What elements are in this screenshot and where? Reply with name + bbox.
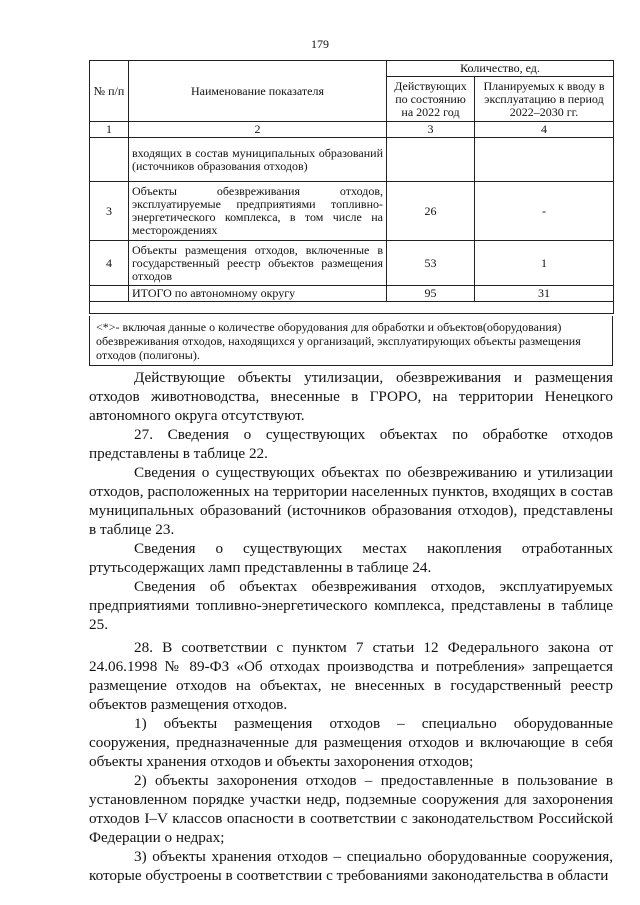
page-number: 179 (311, 37, 329, 51)
total-planned: 31 (475, 286, 614, 302)
header-quantity: Количество, ед. (387, 61, 614, 77)
row-active (387, 138, 475, 182)
row-planned: - (475, 182, 614, 241)
header-num: № п/п (90, 61, 129, 122)
row-planned (475, 138, 614, 182)
total-row (90, 286, 614, 302)
paragraph: Действующие объекты утилизации, обезвреживания и размещения отходов животноводства, внесенные в ГРОРО, на территории Ненецкого автономного округа отсутствуют. (89, 369, 613, 424)
index-cell: 3 (387, 122, 475, 138)
body-text (89, 368, 613, 885)
row-active: 53 (387, 241, 475, 286)
index-cell: 2 (129, 122, 387, 138)
table-row (90, 241, 614, 286)
row-planned: 1 (475, 241, 614, 286)
table-footnote: <*>- включая данные о количестве оборудования для обработки и объектов(оборудования) обезвреживания отходов, находящихся у организаций, эксплуатирующих объекты размещения отходов (полигоны). (89, 316, 613, 366)
row-num: 3 (90, 182, 129, 241)
row-name: входящих в состав муниципальных образований (источников образования отходов) (129, 138, 387, 182)
row-num: 4 (90, 241, 129, 286)
paragraph: 3) объекты хранения отходов – специально оборудованные сооружения, которые обустроены в соответствии с требованиями законодательства в области (89, 848, 613, 884)
total-active: 95 (387, 286, 475, 302)
row-num (90, 138, 129, 182)
row-name: Объекты обезвреживания отходов, эксплуатируемые предприятиями топливно-энергетического комплекса, в том числе на месторождениях (129, 182, 387, 241)
paragraph: Сведения об объектах обезвреживания отходов, эксплуатируемых предприятиями топливно-энергетического комплекса, представлены в таблице 25. (89, 578, 613, 633)
row-active: 26 (387, 182, 475, 241)
empty-row (90, 302, 614, 314)
header-active: Действующих по состоянию на 2022 год (387, 77, 475, 122)
total-label: ИТОГО по автономному округу (129, 286, 387, 302)
table-row (90, 182, 614, 241)
row-name: Объекты размещения отходов, включенные в государственный реестр объектов размещения отходов (129, 241, 387, 286)
waste-facilities-table (89, 60, 614, 314)
index-cell: 1 (90, 122, 129, 138)
paragraph: 2) объекты захоронения отходов – предоставленные в пользование в установленном порядке участки недр, подземные сооружения для захоронения отходов I–V классов опасности в соответствии с законодательством Российской Федерации о недрах; (89, 772, 613, 846)
header-name: Наименование показателя (129, 61, 387, 122)
paragraph: 1) объекты размещения отходов – специально оборудованные сооружения, предназначенные для размещения отходов и включающие в себя объекты хранения отходов и объекты захоронения отходов; (89, 715, 613, 770)
table-row (90, 138, 614, 182)
paragraph: Сведения о существующих местах накопления отработанных ртутьсодержащих ламп представленны в таблице 24. (89, 540, 613, 576)
empty-cell (90, 302, 614, 314)
paragraph: 27. Сведения о существующих объектах по обработке отходов представлены в таблице 22. (89, 426, 613, 462)
paragraph: Сведения о существующих объектах по обезвреживанию и утилизации отходов, расположенных на территории населенных пунктов, входящих в состав муниципальных образований (источников образования отходов), представлены в таблице 23. (89, 464, 613, 538)
header-planned: Планируемых к вводу в эксплуатацию в период 2022–2030 гг. (475, 77, 614, 122)
total-num (90, 286, 129, 302)
paragraph: 28. В соответствии с пунктом 7 статьи 12 Федерального закона от 24.06.1998 № 89-ФЗ «Об отходах производства и потребления» запрещается размещение отходов на объектах, не внесенных в государственный реестр объектов размещения отходов. (89, 639, 613, 713)
index-cell: 4 (475, 122, 614, 138)
